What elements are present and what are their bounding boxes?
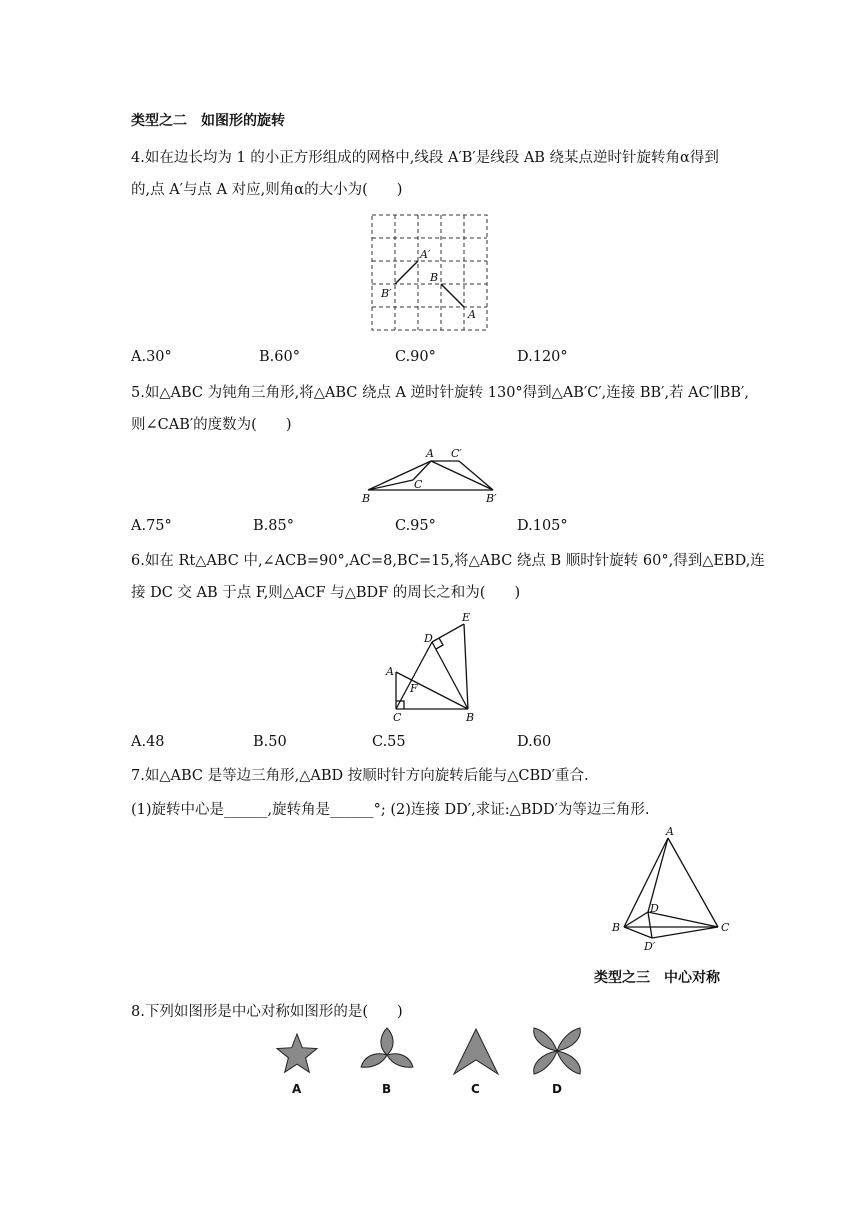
segment-a1-b1: [395, 261, 418, 284]
label-c: C: [393, 711, 402, 724]
shape-caption-a[interactable]: A: [292, 1082, 302, 1096]
question-5-option-c[interactable]: C.95°: [395, 518, 436, 534]
label-a-prime: A′: [420, 248, 431, 261]
arrowhead-shape: [454, 1029, 498, 1074]
question-6-option-a[interactable]: A.48: [131, 734, 165, 750]
label-d: D: [650, 902, 659, 915]
question-6-line-1: 6.如在 Rt△ABC 中,∠ACB=90°,AC=8,BC=15,将△ABC 绕点 B 顺时针旋转 60°,得到△EBD,连: [131, 553, 765, 569]
label-d-prime: D′: [644, 940, 656, 953]
question-6-option-b[interactable]: B.50: [253, 734, 287, 750]
label-b: B: [466, 711, 475, 724]
label-f: F: [410, 682, 418, 695]
question-5-line-1: 5.如△ABC 为钝角三角形,将△ABC 绕点 A 逆时针旋转 130°得到△AB′C′,连接 BB′,若 AC′∥BB′,: [131, 385, 749, 401]
label-b: B: [430, 271, 439, 284]
label-a: A: [468, 308, 476, 321]
label-b: B: [612, 921, 621, 934]
question-5-line-2: 则∠CAB′的度数为( ): [131, 417, 292, 433]
question-6-line-2: 接 DC 交 AB 于点 F,则△ACF 与△BDF 的周长之和为( ): [131, 585, 521, 601]
label-d: D: [424, 632, 433, 645]
shape-caption-c[interactable]: C: [471, 1082, 480, 1096]
label-a: A: [426, 447, 434, 460]
four-petal-shape: [534, 1028, 581, 1074]
question-4-option-a[interactable]: A.30°: [131, 349, 172, 365]
question-5-option-a[interactable]: A.75°: [131, 518, 172, 534]
label-b: B: [362, 492, 371, 505]
question-7-line-2: (1)旋转中心是______,旋转角是______°; (2)连接 DD′,求证:△BDD′为等边三角形.: [131, 802, 650, 818]
question-4-line-2: 的,点 A′与点 A 对应,则角α的大小为( ): [131, 182, 403, 198]
shape-caption-b[interactable]: B: [382, 1082, 392, 1096]
label-b-prime: B′: [381, 287, 392, 300]
three-petal-shape: [361, 1028, 413, 1067]
segment-a-b: [441, 284, 464, 307]
star-shape: [277, 1034, 317, 1072]
label-a: A: [666, 825, 674, 838]
label-c-prime: C′: [451, 447, 462, 460]
label-a: A: [386, 665, 394, 678]
question-6-option-d[interactable]: D.60: [517, 734, 552, 750]
shape-caption-d[interactable]: D: [552, 1082, 562, 1096]
question-5-option-b[interactable]: B.85°: [253, 518, 294, 534]
label-b-prime: B′: [486, 492, 497, 505]
question-4-option-c[interactable]: C.90°: [395, 349, 436, 365]
section-title-rotation: 类型之二 如图形的旋转: [131, 113, 285, 129]
question-5-option-d[interactable]: D.105°: [517, 518, 568, 534]
question-6-option-c[interactable]: C.55: [372, 734, 406, 750]
label-c: C: [414, 478, 423, 491]
label-c: C: [721, 921, 730, 934]
question-4-line-1: 4.如在边长均为 1 的小正方形组成的网格中,线段 A′B′是线段 AB 绕某点逆时针旋转角α得到: [131, 150, 719, 166]
question-4-option-d[interactable]: D.120°: [517, 349, 568, 365]
label-e: E: [462, 611, 471, 624]
section-title-central-symmetry: 类型之三 中心对称: [594, 970, 720, 986]
question-8-line-1: 8.下列如图形是中心对称如图形的是( ): [131, 1004, 403, 1020]
question-7-line-1: 7.如△ABC 是等边三角形,△ABD 按顺时针方向旋转后能与△CBD′重合.: [131, 768, 589, 784]
question-4-option-b[interactable]: B.60°: [259, 349, 300, 365]
